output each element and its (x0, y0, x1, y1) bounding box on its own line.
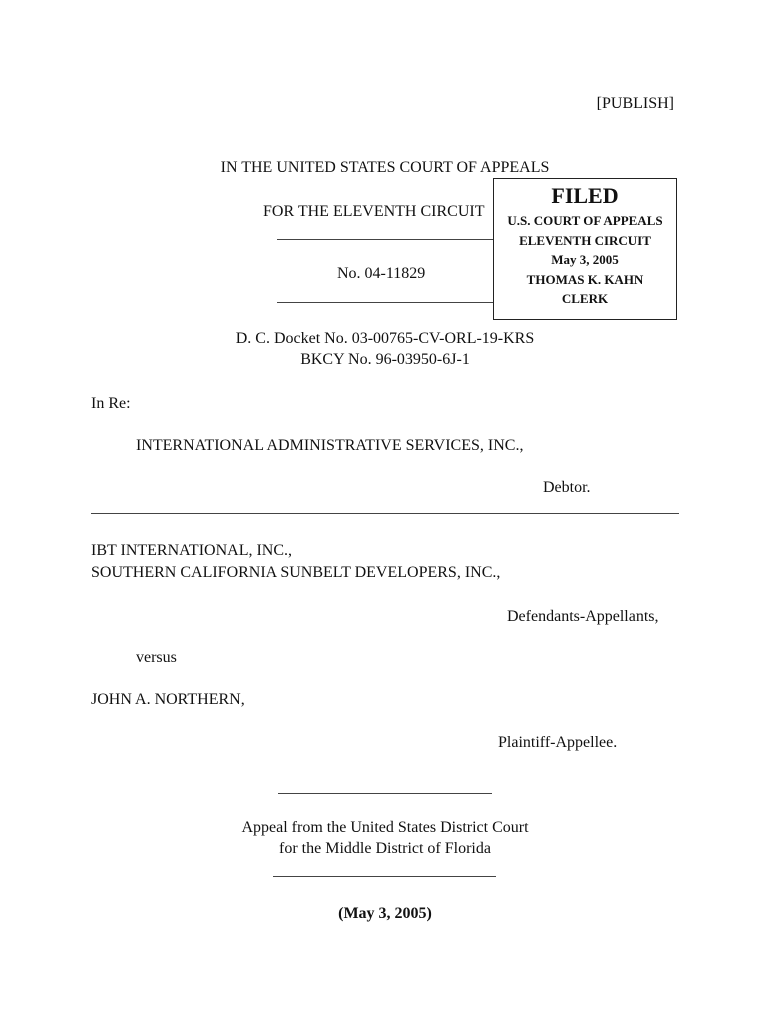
appeal-from: Appeal from the United States District Court (241, 819, 529, 836)
filed-stamp-clerk-name: THOMAS K. KAHN (526, 271, 644, 287)
filed-stamp-date: May 3, 2005 (551, 252, 619, 267)
court-circuit: FOR THE ELEVENTH CIRCUIT (263, 203, 485, 220)
appellee-name: JOHN A. NORTHERN, (91, 691, 245, 708)
opinion-date: (May 3, 2005) (338, 905, 432, 922)
debtor-name: INTERNATIONAL ADMINISTRATIVE SERVICES, INC., (136, 437, 524, 454)
appeal-district: for the Middle District of Florida (279, 840, 491, 857)
filed-stamp-clerk-title: CLERK (561, 291, 609, 306)
bkcy-number: BKCY No. 96-03950-6J-1 (300, 351, 470, 368)
appellee-role: Plaintiff-Appellee. (498, 734, 618, 751)
divider-line (273, 876, 496, 877)
versus-label: versus (136, 649, 177, 666)
section-divider (91, 513, 679, 514)
appellants-role: Defendants-Appellants, (507, 608, 659, 625)
in-re-label: In Re: (91, 395, 131, 412)
divider-line (277, 302, 493, 303)
debtor-role: Debtor. (543, 479, 591, 496)
divider-line (277, 239, 493, 240)
divider-line (278, 793, 492, 794)
filed-stamp-circuit: ELEVENTH CIRCUIT (519, 232, 651, 248)
appellant-name: IBT INTERNATIONAL, INC., (91, 542, 293, 559)
filed-stamp-court: U.S. COURT OF APPEALS (507, 213, 663, 228)
dc-docket-number: D. C. Docket No. 03-00765-CV-ORL-19-KRS (235, 330, 535, 347)
filed-stamp (493, 178, 677, 320)
filed-stamp-title: FILED (551, 183, 619, 208)
publish-tag: [PUBLISH] (596, 95, 674, 112)
appellant-name: SOUTHERN CALIFORNIA SUNBELT DEVELOPERS, INC., (91, 564, 501, 581)
court-name: IN THE UNITED STATES COURT OF APPEALS (220, 159, 550, 176)
case-number: No. 04-11829 (337, 265, 426, 282)
